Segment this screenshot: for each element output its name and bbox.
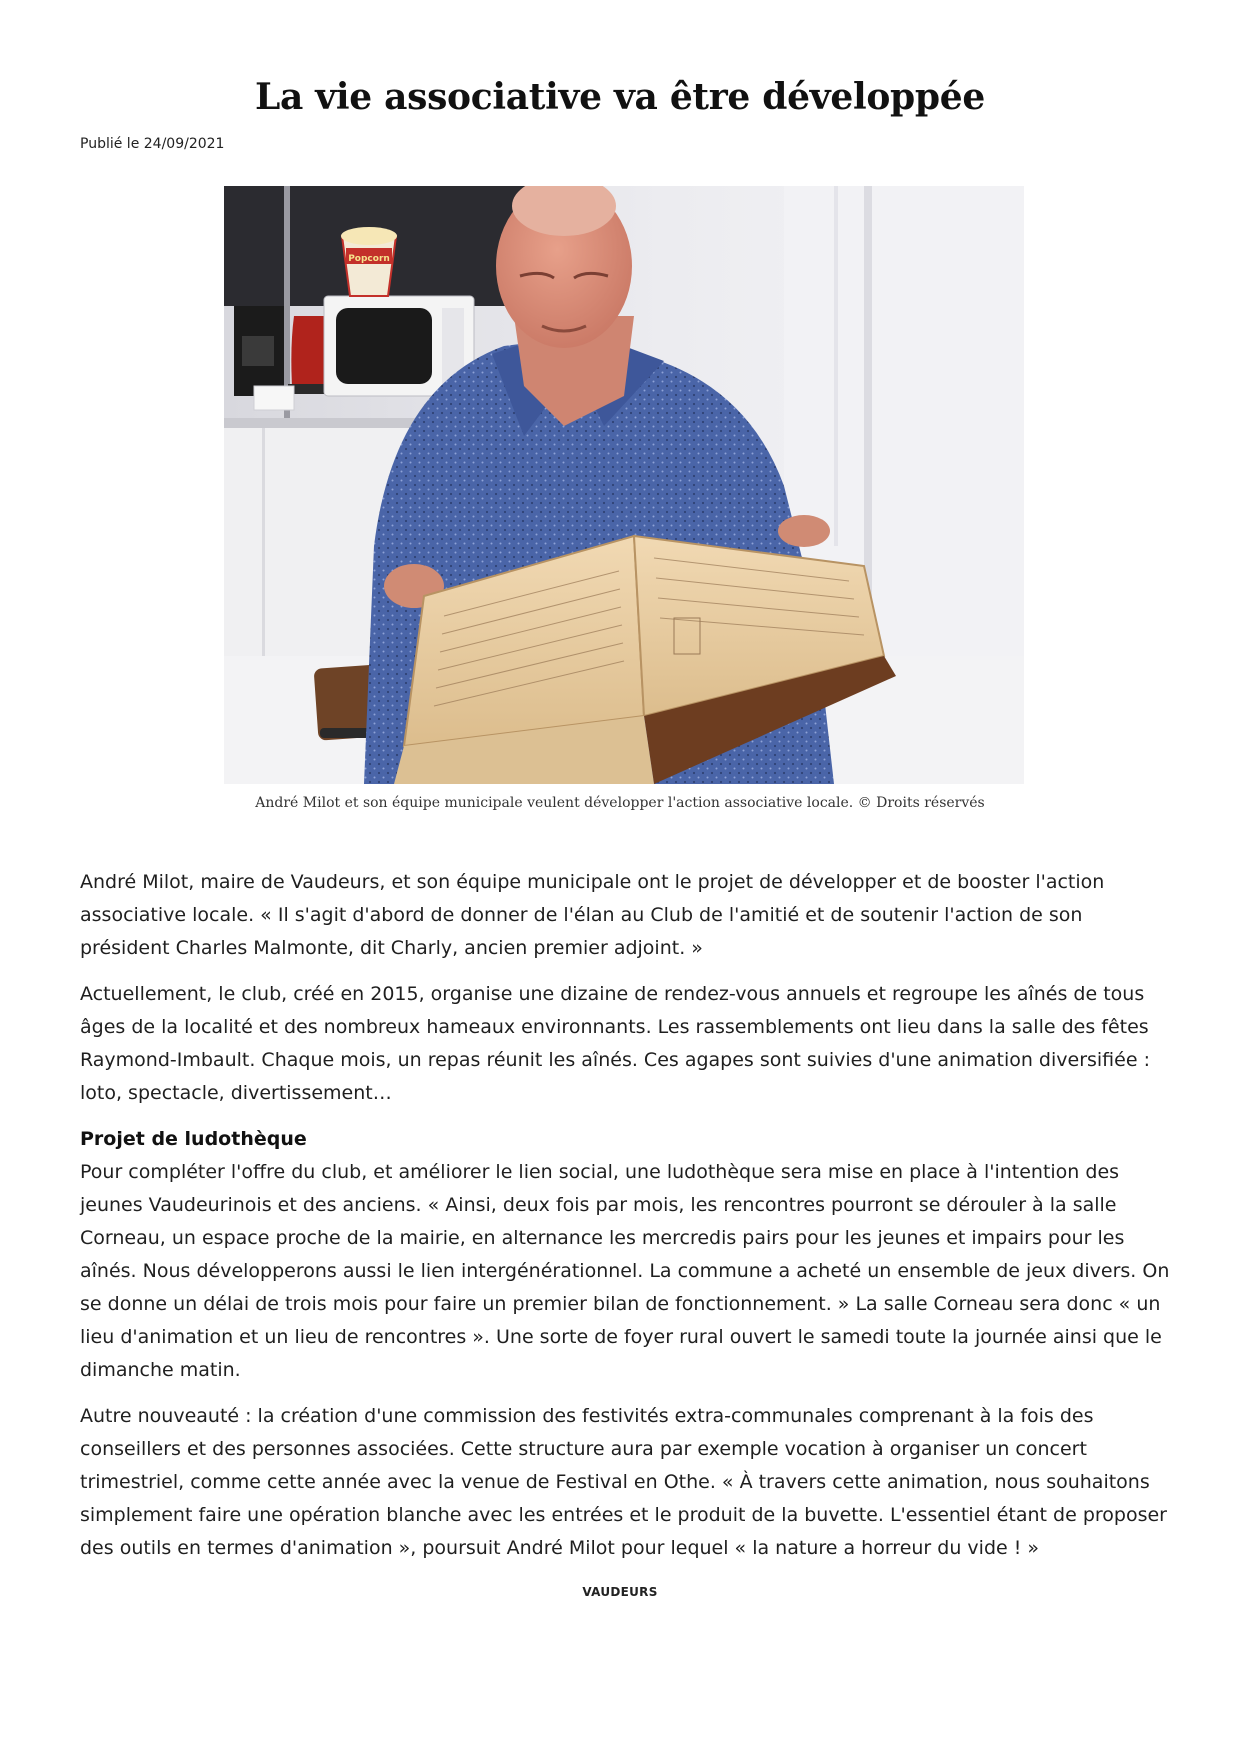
paragraph-2: Actuellement, le club, créé en 2015, organise une dizaine de rendez-vous annuels et regroupe les aînés de tous âges de la localité et des nombreux hameaux environnants. Les rassemblements ont lieu dans la salle des fêtes Raymond-Imbault. Chaque mois, un repas réunit les aînés. Ces agapes sont suivies d'une animation diversifiée : loto, spectacle, divertissement… xyxy=(80,983,1150,1104)
photo-caption: André Milot et son équipe municipale veulent développer l'action associative locale. © Droits réservés xyxy=(255,795,985,811)
paragraph-1: André Milot, maire de Vaudeurs, et son équipe municipale ont le projet de développer et de booster l'action associative locale. « Il s'agit d'abord de donner de l'élan au Club de l'amitié et de soutenir l'action de son président Charles Malmonte, dit Charly, ancien premier adjoint. » xyxy=(80,871,1105,959)
popcorn-label: Popcorn xyxy=(348,254,390,264)
article-body xyxy=(80,866,1170,1578)
article-title: La vie associative va être développée xyxy=(254,76,985,119)
paragraph-4: Autre nouveauté : la création d'une commission des festivités extra-communales comprenant à la fois des conseillers et des personnes associées. Cette structure aura par exemple vocation à organiser un concert trimestriel, comme cette année avec la venue de Festival en Othe. « À travers cette animation, nous souhaitons simplement faire une opération blanche avec les entrées et le produit de la buvette. L'essentiel étant de proposer des outils en termes d'animation », poursuit André Milot pour lequel « la nature a horreur du vide ! » xyxy=(80,1405,1167,1559)
paragraph-3: Pour compléter l'offre du club, et améliorer le lien social, une ludothèque sera mise en place à l'intention des jeunes Vaudeurinois et des anciens. « Ainsi, deux fois par mois, les rencontres pourront se dérouler à la salle Corneau, un espace proche de la mairie, en alternance les mercredis pairs pour les jeunes et impairs pour les aînés. Nous développerons aussi le lien intergénérationnel. La commune a acheté un ensemble de jeux divers. On se donne un délai de trois mois pour faire un premier bilan de fonctionnement. » La salle Corneau sera donc « un lieu d'animation et un lieu de rencontres ». Une sorte de foyer rural ouvert le samedi toute la journée ainsi que le dimanche matin. xyxy=(80,1161,1170,1381)
article-photo xyxy=(224,186,1024,784)
publish-date: Publié le 24/09/2021 xyxy=(80,136,225,152)
section-heading: Projet de ludothèque xyxy=(80,1128,307,1150)
location-tag[interactable]: VAUDEURS xyxy=(582,1585,658,1599)
